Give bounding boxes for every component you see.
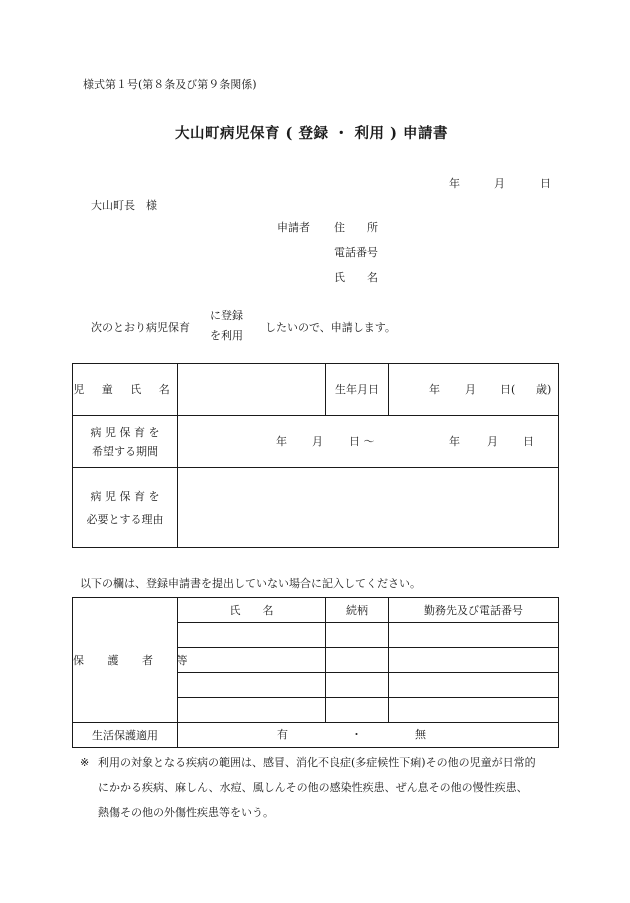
guardian-name-cell[interactable]	[178, 623, 326, 648]
request-suffix: したいので、申請します。	[265, 321, 396, 334]
addressee: 大山町長 様	[91, 199, 157, 212]
application-table	[72, 363, 559, 548]
page-title: 大山町病児保育 ( 登録 ・ 利用 ) 申請書	[175, 125, 449, 142]
applicant-label: 申請者	[277, 221, 310, 234]
col-relation-header: 続柄	[326, 598, 389, 623]
period-field[interactable]	[178, 416, 559, 468]
welfare-no-option[interactable]: 無	[415, 728, 426, 741]
welfare-label: 生活保護適用	[73, 723, 178, 748]
age-label: 歳)	[536, 382, 552, 396]
guardian-relation-cell[interactable]	[326, 698, 389, 723]
guardian-label: 保 護 者 等	[73, 598, 178, 723]
footnote-line-3: 熱傷その他の外傷性疾患等をいう。	[98, 806, 274, 819]
guardian-name-cell[interactable]	[178, 673, 326, 698]
welfare-separator: ・	[351, 728, 362, 741]
birth-year-label: 年	[429, 382, 440, 396]
child-name-field[interactable]	[178, 364, 326, 416]
reason-label: 病 児 保 育 を 必要とする理由	[73, 468, 178, 548]
guardian-name-cell[interactable]	[178, 698, 326, 723]
guardian-work-cell[interactable]	[389, 698, 559, 723]
request-prefix: 次のとおり病児保育	[91, 321, 190, 334]
period-from-month: 月	[312, 434, 323, 448]
guardian-relation-cell[interactable]	[326, 648, 389, 673]
birth-day-label: 日(	[500, 382, 516, 396]
reason-field[interactable]	[178, 468, 559, 548]
welfare-choice[interactable]	[178, 723, 559, 748]
date-month-label: 月	[494, 177, 505, 190]
period-to-month: 月	[487, 434, 498, 448]
period-from-year: 年	[276, 434, 287, 448]
date-day-label: 日	[540, 177, 551, 190]
footnote-line-2: にかかる疾病、麻しん、水痘、風しんその他の感染性疾患、ぜん息その他の慢性疾患、	[98, 781, 528, 794]
period-to-day: 日	[523, 434, 534, 448]
guardian-table	[72, 597, 559, 748]
option-register: に登録	[210, 309, 243, 322]
form-number: 様式第１号(第８条及び第９条関係)	[83, 78, 257, 91]
name-label: 氏 名	[334, 271, 378, 284]
footnote-line-1: 利用の対象となる疾病の範囲は、感冒、消化不良症(多症候性下痢)その他の児童が日常的	[98, 756, 536, 769]
note-intro: 以下の欄は、登録申請書を提出していない場合に記入してください。	[80, 577, 421, 590]
date-year-label: 年	[449, 177, 460, 190]
guardian-work-cell[interactable]	[389, 623, 559, 648]
birth-date-label: 生年月日	[326, 364, 389, 416]
col-name-header: 氏 名	[178, 598, 326, 623]
guardian-work-cell[interactable]	[389, 673, 559, 698]
guardian-relation-cell[interactable]	[326, 623, 389, 648]
option-use: を利用	[210, 329, 243, 342]
guardian-name-cell[interactable]	[178, 648, 326, 673]
period-to-year: 年	[449, 434, 460, 448]
period-from-day: 日 〜	[349, 434, 375, 448]
child-name-label: 児 童 氏 名	[73, 364, 178, 416]
birth-date-field[interactable]	[389, 364, 559, 416]
col-work-header: 勤務先及び電話番号	[389, 598, 559, 623]
address-label: 住 所	[334, 221, 378, 234]
phone-label: 電話番号	[334, 246, 378, 259]
footnote-mark: ※	[80, 756, 90, 769]
guardian-relation-cell[interactable]	[326, 673, 389, 698]
guardian-work-cell[interactable]	[389, 648, 559, 673]
welfare-yes-option[interactable]: 有	[277, 728, 288, 741]
period-label: 病 児 保 育 を 希望する期間	[73, 416, 178, 468]
birth-month-label: 月	[465, 382, 476, 396]
